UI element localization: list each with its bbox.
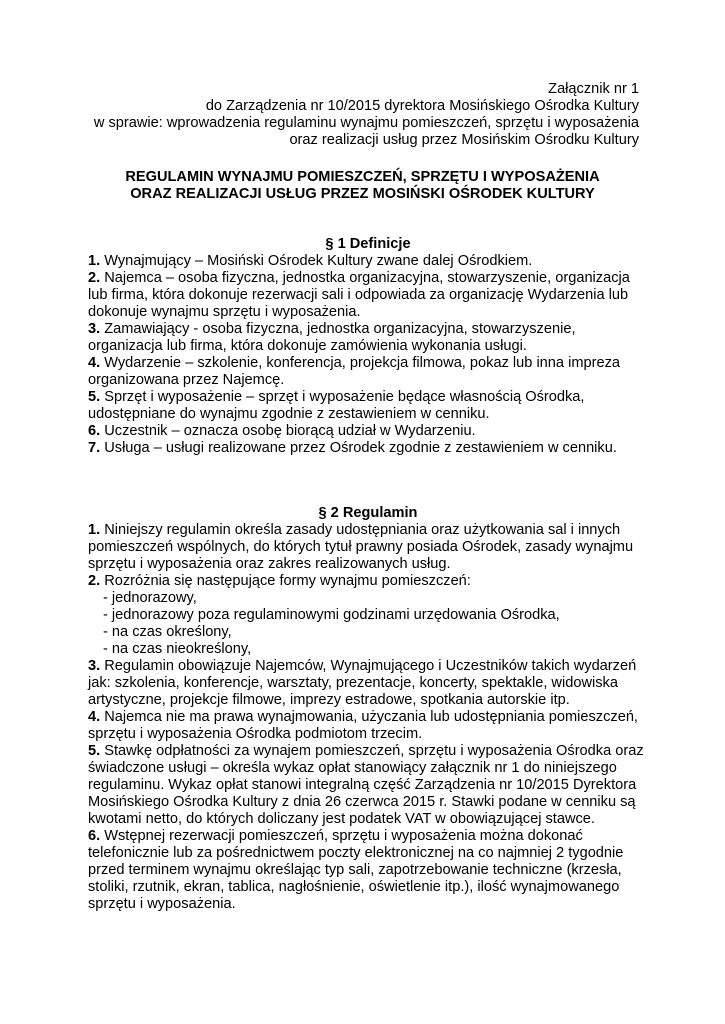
item-text: Wydarzenie – szkolenie, konferencja, projekcja filmowa, pokaz lub inna impreza organizowana przez Najemcę. [88, 355, 620, 388]
regulation-item [88, 522, 648, 573]
item-text: Regulamin obowiązuje Najemców, Wynajmującego i Uczestników takich wydarzeń jak: szkolenia, konferencje, warsztaty, prezentacje, koncerty, spektakle, widowiska artystyczne, projekcje filmowe, imprezy estradowe, spotkania autorskie itp. [88, 658, 637, 708]
definition-item [88, 355, 648, 389]
annex-header [94, 81, 639, 149]
regulation-item [88, 658, 648, 709]
item-text: Wynajmujący – Mosiński Ośrodek Kultury zwane dalej Ośrodkiem. [100, 253, 533, 269]
section-definitions [88, 236, 648, 457]
section-heading: § 1 Definicje [325, 236, 411, 252]
item-text: Sprzęt i wyposażenie – sprzęt i wyposażenie będące własnością Ośrodka, udostępniane do wynajmu zgodnie z zestawieniem w cenniku. [88, 389, 585, 422]
item-number: 5. [88, 743, 101, 759]
section-regulations [88, 505, 648, 913]
regulation-item [88, 743, 648, 828]
item-number: 6. [88, 828, 101, 844]
item-text: Rozróżnia się następujące formy wynajmu pomieszczeń: [100, 573, 471, 589]
definition-item [88, 253, 648, 270]
definition-item [88, 270, 648, 321]
item-number: 2. [88, 573, 101, 589]
item-number: 3. [88, 321, 101, 337]
item-number: 1. [88, 253, 101, 269]
rental-form-item: - jednorazowy, [103, 590, 197, 606]
item-text: Najemca – osoba fizyczna, jednostka organizacyjna, stowarzyszenie, organizacja lub firma, która dokonuje rezerwacji sali i odpowiada za organizację Wydarzenia lub dokonuje wynajmu sprzętu i wyposażenia. [88, 270, 630, 320]
item-number: 2. [88, 270, 101, 286]
annex-line: oraz realizacji usług przez Mosińskim Ośrodku Kultury [289, 132, 639, 148]
item-number: 3. [88, 658, 101, 674]
regulation-item [88, 828, 648, 913]
regulation-item [88, 573, 648, 590]
regulation-item [88, 709, 648, 743]
definition-item [88, 389, 648, 423]
item-text: Najemca nie ma prawa wynajmowania, użyczania lub udostępniania pomieszczeń, sprzętu i wyposażenia Ośrodka podmiotom trzecim. [88, 709, 638, 742]
item-text: Zamawiający - osoba fizyczna, jednostka organizacyjna, stowarzyszenie, organizacja lub firma, która dokonuje zamówienia wykonania usługi. [88, 321, 576, 354]
item-number: 4. [88, 709, 101, 725]
item-number: 5. [88, 389, 101, 405]
document-title [0, 169, 725, 203]
rental-form-item: - jednorazowy poza regulaminowymi godzinami urzędowania Ośrodka, [103, 607, 560, 623]
definition-item [88, 321, 648, 355]
item-text: Stawkę odpłatności za wynajem pomieszczeń, sprzętu i wyposażenia Ośrodka oraz świadczone usługi – określa wykaz opłat stanowiący załącznik nr 1 do niniejszego regulaminu. Wykaz opłat stanowi integralną część Zarządzenia nr 10/2015 Dyrektora Mosińskiego Ośrodka Kultury z dnia 26 czerwca 2015 r. Stawki podane w cenniku są kwotami netto, do których doliczany jest podatek VAT w obowiązującej stawce. [88, 743, 644, 827]
definition-item [88, 423, 648, 440]
definition-item [88, 440, 648, 457]
item-number: 1. [88, 522, 101, 538]
item-text: Usługa – usługi realizowane przez Ośrodek zgodnie z zestawieniem w cenniku. [100, 440, 617, 456]
title-line-2: ORAZ REALIZACJI USŁUG PRZEZ MOSIŃSKI OŚRODEK KULTURY [130, 186, 595, 202]
item-text: Uczestnik – oznacza osobę biorącą udział w Wydarzeniu. [100, 423, 476, 439]
item-number: 4. [88, 355, 101, 371]
annex-line: w sprawie: wprowadzenia regulaminu wynajmu pomieszczeń, sprzętu i wyposażenia [93, 115, 639, 131]
item-number: 6. [88, 423, 101, 439]
section-heading: § 2 Regulamin [318, 505, 418, 521]
title-line-1: REGULAMIN WYNAJMU POMIESZCZEŃ, SPRZĘTU I WYPOSAŻENIA [125, 169, 600, 185]
item-number: 7. [88, 440, 101, 456]
item-text: Niniejszy regulamin określa zasady udostępniania oraz użytkowania sal i innych pomieszczeń wspólnych, do których tytuł prawny posiada Ośrodek, zasady wynajmu sprzętu i wyposażenia oraz zakres realizowanych usług. [88, 522, 634, 572]
item-text: Wstępnej rezerwacji pomieszczeń, sprzętu i wyposażenia można dokonać telefonicznie lub za pośrednictwem poczty elektronicznej na co najmniej 2 tygodnie przed terminem wynajmu określając typ sali, zapotrzebowanie techniczne (krzesła, stoliki, rzutnik, ekran, tablica, nagłośnienie, oświetlenie itp.), ilość wynajmowanego sprzętu i wyposażenia. [88, 828, 624, 912]
rental-form-item: - na czas nieokreślony, [103, 641, 252, 657]
annex-line: Załącznik nr 1 [548, 81, 639, 97]
rental-form-item: - na czas określony, [103, 624, 232, 640]
annex-line: do Zarządzenia nr 10/2015 dyrektora Mosińskiego Ośrodka Kultury [205, 98, 639, 114]
